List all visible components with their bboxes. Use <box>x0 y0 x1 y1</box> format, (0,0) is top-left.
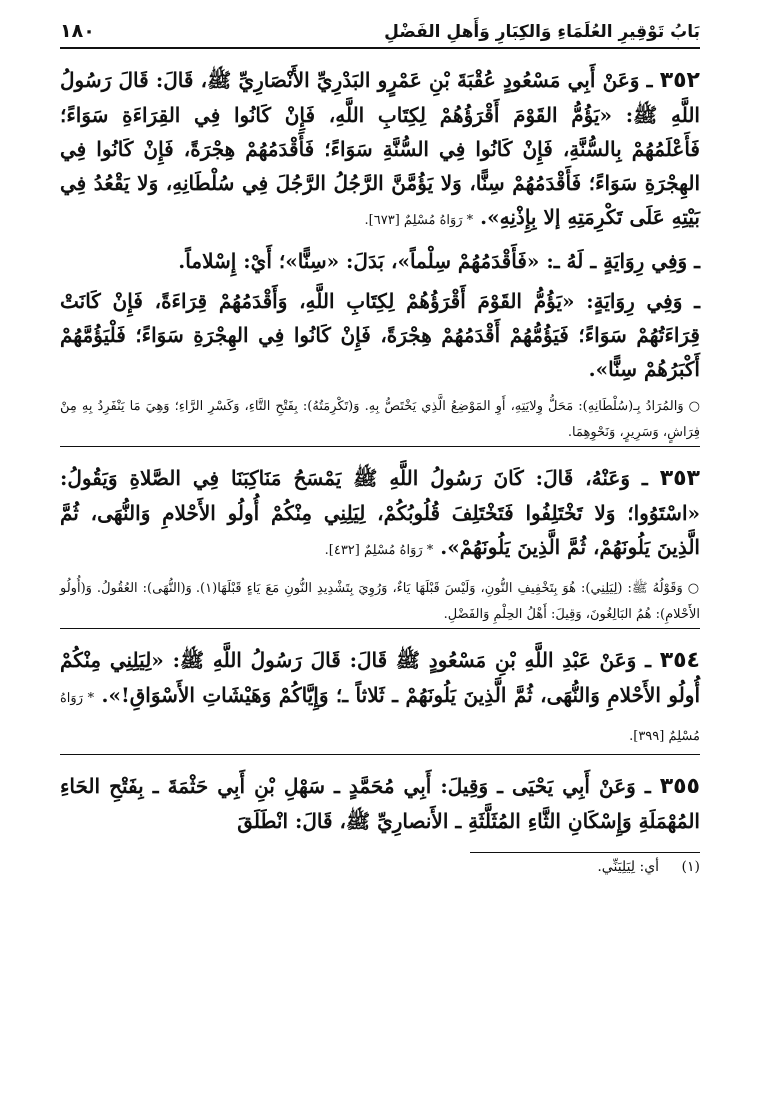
hadith-353 <box>60 461 700 568</box>
divider <box>60 628 700 629</box>
footnote-number: (١) <box>681 859 700 875</box>
explanatory-note: ○ وَالمُرَادُ بِـ(سُلْطَانِهِ): مَحَلُّ وِلايَتِهِ، أَوِ المَوْضِعُ الَّذِي يَخْتَصُّ بِهِ. وَ(تَكْرِمَتُهُ): بِفَتْحِ التَّاءِ، وَكَسْرِ الرَّاءِ؛ وَهِيَ مَا يَنْفَرِدُ بِهِ مِنْ فِرَاشٍ، وَسَرِيرٍ، وَنَحْوِهِمَا. <box>60 399 700 440</box>
page-number: ١٨٠ <box>60 20 95 42</box>
hadith-355 <box>60 769 700 838</box>
hadith-text: ـ وَعَنْ أَبِي يَحْيَى ـ وَقِيلَ: أَبِي مُحَمَّدٍ ـ سَهْلِ بْنِ أَبِي حَثْمَةَ ـ بِفَتْحِ الحَاءِ المُهْمَلَةِ وَإِسْكَانِ الثَّاءِ المُثَلَّثَةِ ـ الأَنصارِيِّ ﷺ، قَالَ: انْطَلَقَ <box>60 774 700 833</box>
hadith-text: ـ وَعَنْ أَبِي مَسْعُودٍ عُقْبَةَ بْنِ عَمْرٍو البَدْرِيِّ الأَنْصَارِيِّ ﷺ، قَالَ: قَالَ رَسُولُ اللَّهِ ﷺ: «يَؤُمُّ القَوْمَ أَقْرَؤُهُمْ لِكِتَابِ اللَّهِ، فَإِنْ كَانُوا فِي القِرَاءَةِ سَوَاءً؛ فَأَعْلَمُهُمْ بِالسُّنَّةِ، فَإِنْ كَانُوا فِي السُّنَّةِ سَوَاءً؛ فَأَقْدَمُهُمْ هِجْرَةً، فَإِنْ كَانُوا فِي الهِجْرَةِ سَوَاءً؛ فَأَقْدَمُهُمْ سِنًّا، وَلا يَؤُمَّنَّ الرَّجُلُ الرَّجُلَ فِي سُلْطَانِهِ، وَلا يَقْعُدُ فِي بَيْتِهِ عَلَى تَكْرِمَتِهِ إلا بِإِذْنِهِ». <box>60 68 700 229</box>
explanatory-note: ○ وَقَوْلُهُ ﷺ: (لِيَلِنِي): هُوَ بِتَخْفِيفِ النُّونِ، وَلَيْسَ قَبْلَهَا يَاءٌ، وَرُوِيَ بِتَشْدِيدِ النُّونِ مَعَ يَاءٍ قَبْلَهَا(١). وَ(النُّهَى): العُقُولُ. وَ(أُولُو الأَحْلامِ): هُمُ البَالِغُونَ، وَقِيلَ: أَهْلُ الحِلْمِ وَالفَضْلِ. <box>60 581 700 622</box>
footnote <box>60 859 700 875</box>
footnote-separator <box>470 852 700 853</box>
hadith-number: ٣٥٤ <box>659 648 700 673</box>
book-page <box>60 20 700 875</box>
hadith-number: ٣٥٣ <box>659 466 700 491</box>
hadith-variant: ـ وَفِي رِوَايَةٍ ـ لَهُ ـ: «فَأَقْدَمُهُمْ سِلْماً»، بَدَلَ: «سِنًّا»؛ أَيْ: إِسْلاماً. <box>178 249 700 273</box>
hadith-variant: ـ وَفِي رِوَايَةٍ: «يَؤُمُّ القَوْمَ أَقْرَؤُهُمْ لِكِتَابِ اللَّهِ، وَأَقْدَمُهُمْ قِرَاءَةً، فَإِنْ كَانَتْ قِرَاءَتُهُمْ سَوَاءً؛ فَيَؤُمُّهُمْ أَقْدَمُهُمْ هِجْرَةً، فَإِنْ كَانُوا فِي الهِجْرَةِ سَوَاءً؛ فَلْيَؤُمَّهُمْ أَكْبَرُهُمْ سِنًّا». <box>60 289 700 381</box>
hadith-352 <box>60 63 700 386</box>
hadith-source: * رَوَاهُ مُسْلِمٌ [٦٧٣]. <box>364 213 474 228</box>
footnote-text: أي: لِيَلِيَنِّي. <box>597 859 660 875</box>
hadith-text: ـ وَعَنْهُ، قَالَ: كَانَ رَسُولُ اللَّهِ ﷺ يَمْسَحُ مَنَاكِبَنَا فِي الصَّلاةِ وَيَقُولُ: «اسْتَوُوا؛ وَلا تَخْتَلِفُوا فَتَخْتَلِفَ قُلُوبُكُمْ، لِيَلِنِي مِنْكُمْ أُولُو الأَحْلامِ وَالنُّهَى، ثُمَّ الَّذِينَ يَلُونَهُمْ، ثُمَّ الَّذِينَ يَلُونَهُمْ». <box>60 466 700 559</box>
hadith-source: * رَوَاهُ مُسْلِمٌ [٣٩٩]. <box>60 691 700 744</box>
hadith-text: ـ وَعَنْ عَبْدِ اللَّهِ بْنِ مَسْعُودٍ ﷺ قَالَ: قَالَ رَسُولُ اللَّهِ ﷺ: «لِيَلِنِي مِنْكُمْ أُولُو الأَحْلامِ وَالنُّهَى، ثُمَّ الَّذِينَ يَلُونَهُمْ ـ ثَلاثاً ـ؛ وَإِيَّاكُمْ وَهَيْشَاتِ الأَسْوَاقِ!». <box>60 648 700 707</box>
divider <box>60 754 700 755</box>
hadith-354 <box>60 643 700 754</box>
chapter-title: بَابُ تَوْقِيرِ العُلَمَاءِ وَالكِبَارِ وَأَهلِ الفَضْلِ <box>384 22 700 42</box>
hadith-number: ٣٥٥ <box>659 774 700 799</box>
page-header <box>60 20 700 49</box>
hadith-number: ٣٥٢ <box>659 68 700 93</box>
hadith-source: * رَوَاهُ مُسْلِمٌ [٤٣٢]. <box>324 543 434 558</box>
divider <box>60 446 700 447</box>
